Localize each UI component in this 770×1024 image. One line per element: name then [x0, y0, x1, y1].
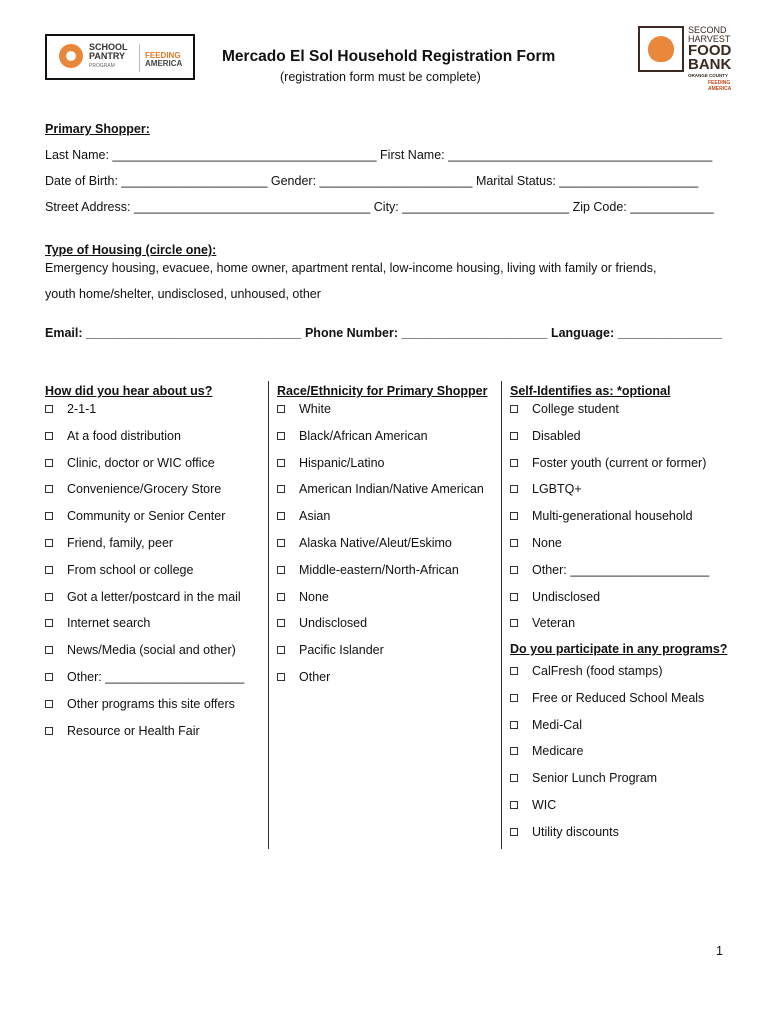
logo-line1: SCHOOL	[89, 42, 128, 52]
checkbox-label: 2-1-1	[67, 402, 97, 416]
checkbox-item[interactable]	[510, 664, 663, 678]
checkbox-item[interactable]	[45, 429, 181, 443]
checkbox-icon[interactable]	[277, 593, 285, 601]
checkbox-label: From school or college	[67, 562, 194, 577]
checkbox-label: Medi-Cal	[532, 717, 583, 732]
checkbox-item[interactable]	[510, 744, 583, 758]
checkbox-item[interactable]	[45, 590, 241, 604]
primary-shopper-heading: Primary Shopper:	[45, 122, 150, 136]
checkbox-icon[interactable]	[510, 539, 518, 547]
checkbox-icon[interactable]	[510, 459, 518, 467]
checkbox-label: Black/African American	[299, 428, 428, 443]
checkbox-icon[interactable]	[277, 646, 285, 654]
checkbox-item[interactable]	[277, 402, 331, 416]
checkbox-item[interactable]	[45, 697, 235, 711]
checkbox-label: None	[532, 536, 562, 550]
checkbox-label: Undisclosed	[299, 616, 368, 631]
checkbox-icon[interactable]	[45, 646, 53, 654]
address-row[interactable]: Street Address: __________________________________ City: ________________________ Zip Code: ____________	[45, 200, 714, 214]
checkbox-item[interactable]	[510, 536, 562, 550]
checkbox-label: Resource or Health Fair	[67, 723, 200, 738]
checkbox-label: Utility discounts	[532, 824, 619, 839]
checkbox-item[interactable]	[510, 563, 709, 577]
logo-divider	[139, 44, 140, 72]
checkbox-item[interactable]	[45, 536, 173, 550]
checkbox-label: Friend, family, peer	[67, 536, 174, 550]
checkbox-icon[interactable]	[510, 566, 518, 574]
checkbox-label: Veteran	[532, 616, 576, 631]
name-row[interactable]: Last Name: ______________________________________ First Name: ______________________________________	[45, 148, 713, 162]
checkbox-item[interactable]	[510, 691, 704, 705]
checkbox-label: News/Media (social and other)	[67, 643, 236, 658]
checkbox-item[interactable]	[45, 643, 236, 657]
checkbox-icon[interactable]	[510, 774, 518, 782]
checkbox-item[interactable]	[277, 482, 484, 496]
checkbox-icon[interactable]	[510, 721, 518, 729]
checkbox-item[interactable]	[510, 429, 581, 443]
checkbox-item[interactable]	[45, 509, 225, 523]
checkbox-icon[interactable]	[45, 593, 53, 601]
logo-sub: PROGRAM	[89, 63, 115, 69]
checkbox-label: None	[299, 589, 329, 604]
checkbox-item[interactable]	[277, 670, 330, 684]
birth-gender-row[interactable]: Date of Birth: _____________________ Gender: ______________________ Marital Status: ____________________	[45, 174, 699, 188]
checkbox-icon[interactable]	[277, 566, 285, 574]
checkbox-icon[interactable]	[45, 727, 53, 735]
checkbox-label: Got a letter/postcard in the mail	[67, 589, 241, 604]
checkbox-item[interactable]	[277, 456, 384, 470]
hear-heading: How did you hear about us?	[45, 384, 213, 398]
programs-heading: Do you participate in any programs?	[510, 642, 728, 656]
checkbox-icon[interactable]	[510, 512, 518, 520]
checkbox-label: Pacific Islander	[299, 643, 384, 658]
partner-line1: FEEDING	[145, 51, 181, 60]
checkbox-item[interactable]	[277, 429, 428, 443]
second-harvest-logo	[638, 25, 738, 92]
checkbox-item[interactable]	[510, 825, 619, 839]
checkbox-item[interactable]	[45, 724, 200, 738]
checkbox-icon[interactable]	[45, 566, 53, 574]
checkbox-icon[interactable]	[510, 405, 518, 413]
sh-line1: SECOND	[688, 25, 727, 35]
checkbox-label: Other: ____________________	[532, 562, 710, 577]
checkbox-item[interactable]	[45, 482, 221, 496]
checkbox-item[interactable]	[45, 456, 215, 470]
checkbox-label: Convenience/Grocery Store	[67, 482, 222, 497]
checkbox-item[interactable]	[45, 402, 96, 416]
housing-heading: Type of Housing (circle one):	[45, 243, 217, 257]
checkbox-label: Disabled	[532, 428, 581, 443]
checkbox-item[interactable]	[510, 590, 600, 604]
checkbox-item[interactable]	[277, 563, 459, 577]
housing-options-line2[interactable]: youth home/shelter, undisclosed, unhoused, other	[45, 287, 321, 301]
column-divider-2	[501, 381, 502, 849]
checkbox-item[interactable]	[510, 718, 582, 732]
checkbox-item[interactable]	[277, 590, 329, 604]
checkbox-label: Clinic, doctor or WIC office	[67, 455, 215, 470]
food-bank-wordmark	[688, 44, 731, 72]
checkbox-label: Other programs this site offers	[67, 696, 235, 711]
checkbox-label: College student	[532, 402, 619, 416]
checkbox-icon[interactable]	[45, 459, 53, 467]
checkbox-label: Internet search	[67, 616, 151, 631]
school-pantry-wordmark	[89, 43, 128, 61]
checkbox-item[interactable]	[277, 643, 384, 657]
apple-core-icon	[66, 51, 76, 61]
checkbox-icon[interactable]	[277, 512, 285, 520]
checkbox-icon[interactable]	[277, 405, 285, 413]
self-heading: Self-Identifies as: *optional	[510, 384, 671, 398]
checkbox-item[interactable]	[510, 771, 657, 785]
checkbox-item[interactable]	[45, 563, 193, 577]
checkbox-icon[interactable]	[277, 459, 285, 467]
logo-line2: PANTRY	[89, 51, 125, 61]
checkbox-icon[interactable]	[277, 673, 285, 681]
checkbox-item[interactable]	[277, 536, 452, 550]
checkbox-item[interactable]	[510, 402, 619, 416]
checkbox-item[interactable]	[510, 482, 582, 496]
checkbox-icon[interactable]	[45, 673, 53, 681]
checkbox-label: Multi-generational household	[532, 509, 693, 524]
checkbox-item[interactable]	[510, 798, 556, 812]
checkbox-label: Other	[299, 670, 331, 684]
checkbox-label: At a food distribution	[67, 428, 181, 443]
housing-options-line1[interactable]: Emergency housing, evacuee, home owner, apartment rental, low-income housing, living with family or friends,	[45, 261, 657, 275]
checkbox-icon[interactable]	[510, 828, 518, 836]
checkbox-icon[interactable]	[277, 619, 285, 627]
checkbox-label: Senior Lunch Program	[532, 771, 658, 786]
checkbox-icon[interactable]	[45, 512, 53, 520]
feeding-america-wordmark	[145, 52, 182, 68]
page-number: 1	[716, 944, 723, 958]
checkbox-label: Alaska Native/Aleut/Eskimo	[299, 536, 452, 550]
checkbox-label: White	[299, 402, 331, 416]
heart-box	[638, 26, 684, 72]
checkbox-label: CalFresh (food stamps)	[532, 664, 663, 678]
checkbox-label: Middle-eastern/North-African	[299, 562, 459, 577]
checkbox-item[interactable]	[45, 670, 244, 684]
sh-line3: FOOD	[688, 42, 732, 59]
column-divider-1	[268, 381, 269, 849]
form-subtitle: (registration form must be complete)	[280, 70, 481, 84]
form-title: Mercado El Sol Household Registration Form	[222, 48, 556, 65]
checkbox-label: WIC	[532, 798, 557, 812]
checkbox-icon[interactable]	[510, 619, 518, 627]
checkbox-icon[interactable]	[510, 593, 518, 601]
checkbox-icon[interactable]	[510, 747, 518, 755]
checkbox-icon[interactable]	[45, 432, 53, 440]
checkbox-label: Free or Reduced School Meals	[532, 690, 705, 705]
checkbox-label: Other: ____________________	[67, 670, 245, 684]
checkbox-icon[interactable]	[45, 700, 53, 708]
checkbox-label: Hispanic/Latino	[299, 455, 385, 470]
checkbox-icon[interactable]	[510, 485, 518, 493]
checkbox-icon[interactable]	[45, 405, 53, 413]
heart-icon	[648, 36, 674, 62]
school-pantry-logo	[45, 34, 195, 80]
checkbox-icon[interactable]	[510, 667, 518, 675]
checkbox-icon[interactable]	[277, 539, 285, 547]
sh-line4: BANK	[688, 56, 732, 73]
checkbox-icon[interactable]	[45, 485, 53, 493]
checkbox-item[interactable]	[510, 616, 575, 630]
checkbox-item[interactable]	[510, 456, 706, 470]
checkbox-icon[interactable]	[510, 432, 518, 440]
orange-county-label: ORANGE COUNTY	[688, 73, 729, 78]
checkbox-icon[interactable]	[277, 432, 285, 440]
checkbox-item[interactable]	[510, 509, 693, 523]
checkbox-item[interactable]	[277, 616, 367, 630]
checkbox-icon[interactable]	[510, 801, 518, 809]
checkbox-label: Foster youth (current or former)	[532, 455, 707, 470]
checkbox-label: LGBTQ+	[532, 482, 582, 497]
contact-row[interactable]: Email: _______________________________ Phone Number: _____________________ Language: _______________	[45, 326, 722, 340]
checkbox-label: Medicare	[532, 744, 584, 759]
feeding-america-label: FEEDING AMERICA	[708, 80, 732, 92]
checkbox-icon[interactable]	[277, 485, 285, 493]
checkbox-item[interactable]	[45, 616, 150, 630]
sh-line2: HARVEST	[688, 34, 731, 44]
checkbox-icon[interactable]	[45, 539, 53, 547]
checkbox-label: Community or Senior Center	[67, 509, 226, 524]
checkbox-icon[interactable]	[510, 694, 518, 702]
checkbox-icon[interactable]	[45, 619, 53, 627]
partner-line2: AMERICA	[145, 59, 183, 68]
race-heading: Race/Ethnicity for Primary Shopper	[277, 384, 488, 398]
checkbox-item[interactable]	[277, 509, 330, 523]
checkbox-label: Asian	[299, 509, 331, 524]
checkbox-label: American Indian/Native American	[299, 482, 484, 497]
checkbox-label: Undisclosed	[532, 589, 601, 604]
